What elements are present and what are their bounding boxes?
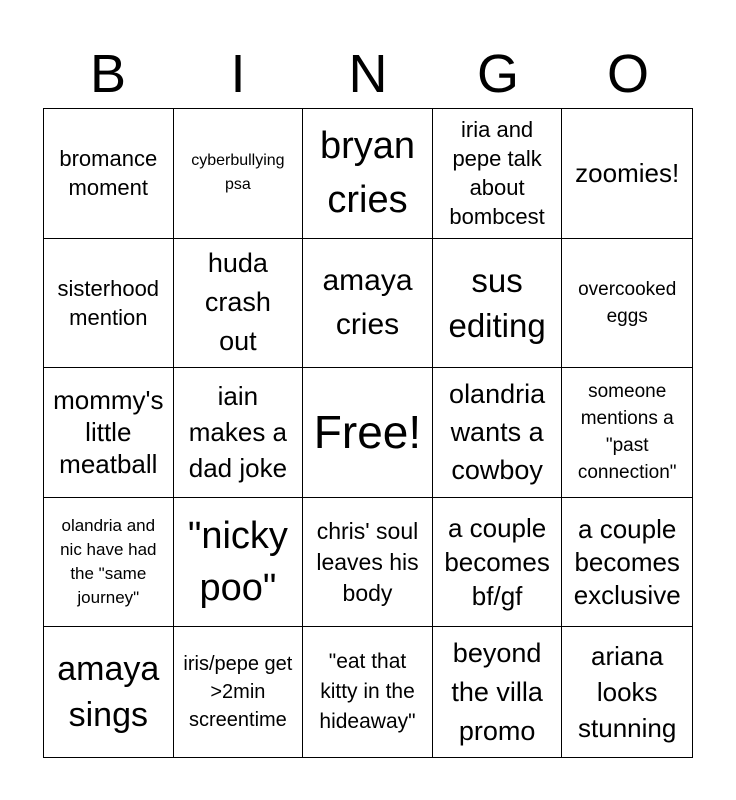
bingo-cell-r5-c1[interactable] bbox=[44, 627, 174, 757]
cell-text: mommy's little meatball bbox=[53, 385, 164, 480]
cell-text: sus editing bbox=[448, 261, 546, 344]
cell-text: chris' soul leaves his body bbox=[316, 517, 419, 606]
cell-text: a couple becomes bf/gf bbox=[444, 513, 550, 612]
bingo-cell-r4-c2[interactable] bbox=[174, 498, 304, 628]
cell-text: iain makes a dad joke bbox=[188, 381, 288, 484]
cell-text: olandria wants a cowboy bbox=[449, 379, 546, 486]
bingo-cell-r5-c3[interactable] bbox=[303, 627, 433, 757]
header-letter-g: G bbox=[476, 44, 519, 104]
cell-text: a couple becomes exclusive bbox=[573, 513, 681, 610]
cell-text: amaya cries bbox=[322, 263, 413, 341]
bingo-cell-r1-c1[interactable] bbox=[44, 109, 174, 239]
bingo-cell-r2-c1[interactable] bbox=[44, 239, 174, 369]
cell-text: zoomies! bbox=[575, 158, 680, 189]
bingo-cell-r5-c4[interactable] bbox=[433, 627, 563, 757]
bingo-cell-r1-c4[interactable] bbox=[433, 109, 563, 239]
bingo-cell-r1-c3[interactable] bbox=[303, 109, 433, 239]
cell-text: amaya sings bbox=[57, 650, 160, 735]
header-letter-n: N bbox=[348, 44, 388, 104]
cell-text: "eat that kitty in the hideaway" bbox=[319, 650, 416, 734]
bingo-cell-r2-c5[interactable] bbox=[562, 239, 692, 369]
bingo-cell-r1-c5[interactable] bbox=[562, 109, 692, 239]
cell-text: overcooked eggs bbox=[578, 278, 677, 327]
bingo-cell-r4-c5[interactable] bbox=[562, 498, 692, 628]
bingo-cell-r1-c2[interactable] bbox=[174, 109, 304, 239]
bingo-cell-r4-c4[interactable] bbox=[433, 498, 563, 628]
bingo-cell-r3-c1[interactable] bbox=[44, 368, 174, 498]
cell-text: sisterhood mention bbox=[57, 275, 160, 330]
header-letter-b: B bbox=[89, 44, 127, 104]
bingo-cell-r5-c5[interactable] bbox=[562, 627, 692, 757]
cell-text: iria and pepe talk about bombcest bbox=[449, 117, 545, 230]
free-space[interactable] bbox=[303, 368, 433, 498]
cell-text: iris/pepe get >2min screentime bbox=[183, 653, 293, 732]
header-letter-o: O bbox=[606, 44, 649, 104]
cell-text: ariana looks stunning bbox=[578, 641, 677, 744]
bingo-header bbox=[43, 38, 693, 110]
bingo-cell-r5-c2[interactable] bbox=[174, 627, 304, 757]
cell-text: huda crash out bbox=[204, 248, 271, 357]
bingo-cell-r4-c3[interactable] bbox=[303, 498, 433, 628]
bingo-cell-r2-c3[interactable] bbox=[303, 239, 433, 369]
cell-text: olandria and nic have had the "same journey" bbox=[60, 516, 157, 608]
cell-text: cyberbullying psa bbox=[191, 152, 285, 194]
header-letter-i: I bbox=[230, 44, 246, 104]
bingo-cell-r3-c4[interactable] bbox=[433, 368, 563, 498]
bingo-cell-r3-c5[interactable] bbox=[562, 368, 692, 498]
bingo-cell-r2-c2[interactable] bbox=[174, 239, 304, 369]
bingo-cell-r4-c1[interactable] bbox=[44, 498, 174, 628]
cell-text: "nicky poo" bbox=[187, 515, 288, 610]
bingo-board bbox=[43, 108, 693, 758]
bingo-cell-r2-c4[interactable] bbox=[433, 239, 563, 369]
bingo-cell-r3-c2[interactable] bbox=[174, 368, 304, 498]
cell-text: someone mentions a "past connection" bbox=[577, 381, 677, 484]
cell-text: bryan cries bbox=[319, 125, 416, 222]
cell-text: bromance moment bbox=[59, 146, 158, 201]
cell-text: Free! bbox=[313, 406, 422, 459]
cell-text: beyond the villa promo bbox=[451, 637, 543, 746]
